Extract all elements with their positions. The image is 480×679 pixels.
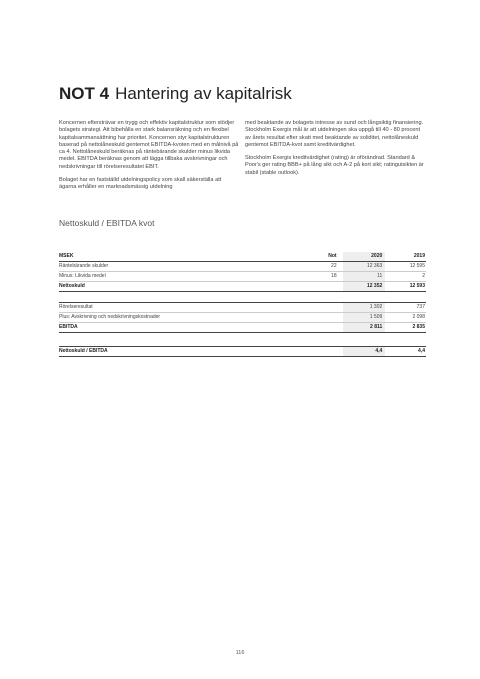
table-spacer: [59, 291, 426, 302]
paragraph: Bolaget har en fastställd utdelningspolicy som skall säkerställa att ägarna erhåller en marknadsmässig utdelning: [59, 177, 222, 191]
left-text-column: [59, 120, 239, 198]
row-label: Räntebärande skulder: [59, 261, 297, 271]
table-row: [59, 303, 426, 313]
paragraph: Koncernen eftersträvar en trygg och effektiv kapitalstruktur som stödjer bolagets strategi. Att bibehålla en stark balansräkning och en flexibel kapitalsammansättning har prioritet. Koncernen styr kapitalstrukturen baserad på nettolåneskuld gentemot EBITDA-kvoten med en målnivå på ca 4. Nettolåneskuld beräknas på räntebärande skulder minus likvida medel. EBITDA beräknas genom att lägga tillbaka avskrivningar och nedskrivningar till rörelseresultatet EBIT.: [59, 120, 239, 170]
row-label: Nettoskuld / EBITDA: [59, 346, 297, 356]
row-2020: 4,4: [343, 346, 386, 356]
table-row: [59, 271, 426, 281]
table-spacer: [59, 333, 426, 346]
row-2020: 1 509: [343, 313, 386, 323]
row-2020: 12 363: [343, 261, 386, 271]
table-total-row: [59, 323, 426, 333]
header-2019: 2019: [385, 252, 426, 261]
note-number: NOT 4: [59, 84, 110, 103]
header-label: MSEK: [59, 252, 297, 261]
row-2020: 2 811: [343, 323, 386, 333]
row-2019: 4,4: [385, 346, 426, 356]
row-label: EBITDA: [59, 323, 297, 333]
table-total-row: [59, 346, 426, 356]
paragraph: Stockholm Exergis kreditvärdighet (rating) är oförändrad. Standard & Poor's ger rating BBB+ på lång sikt och A-2 på kort sikt; ratingutsikten är stabil (stable outlook).: [245, 155, 424, 176]
row-not: [297, 346, 343, 356]
header-2020: 2020: [343, 252, 386, 261]
page-number: 116: [235, 650, 245, 656]
row-2020: 12 352: [343, 281, 386, 291]
table-heading: Nettoskuld / EBITDA kvot: [59, 218, 155, 228]
note-title: [59, 84, 292, 104]
row-not: 22: [297, 261, 343, 271]
row-2019: 12 593: [385, 281, 426, 291]
table-total-row: [59, 281, 426, 291]
row-2020: 11: [343, 271, 386, 281]
row-2019: 737: [385, 303, 426, 313]
table-row: [59, 313, 426, 323]
row-2019: 2 098: [385, 313, 426, 323]
row-2019: 2: [385, 271, 426, 281]
note-title-text: Hantering av kapitalrisk: [115, 84, 292, 103]
table-header-row: [59, 252, 426, 261]
row-label: Plus: Avskrivning och nedskrivningskostnader: [59, 313, 297, 323]
paragraph: med beaktande av bolagets intresse av sund och långsiktig finansiering. Stockholm Exergis mål är att utdelningen ska uppgå till 40 - 80 procent av årets resultat efter skatt med beaktande av soliditet, nettolåneskuld gentemot EBITDA-kvot samt kreditvärdighet.: [245, 120, 424, 148]
row-not: [297, 323, 343, 333]
row-label: Minus: Likvida medel: [59, 271, 297, 281]
net-debt-ebitda-table: [59, 252, 426, 357]
row-not: 18: [297, 271, 343, 281]
row-2019: 12 595: [385, 261, 426, 271]
row-not: [297, 303, 343, 313]
row-label: Rörelseresultat: [59, 303, 297, 313]
header-not: Not: [297, 252, 343, 261]
row-label: Nettoskuld: [59, 281, 297, 291]
row-2020: 1 302: [343, 303, 386, 313]
table-row: [59, 261, 426, 271]
right-text-column: [245, 120, 425, 183]
row-not: [297, 313, 343, 323]
row-not: [297, 281, 343, 291]
row-2019: 2 835: [385, 323, 426, 333]
